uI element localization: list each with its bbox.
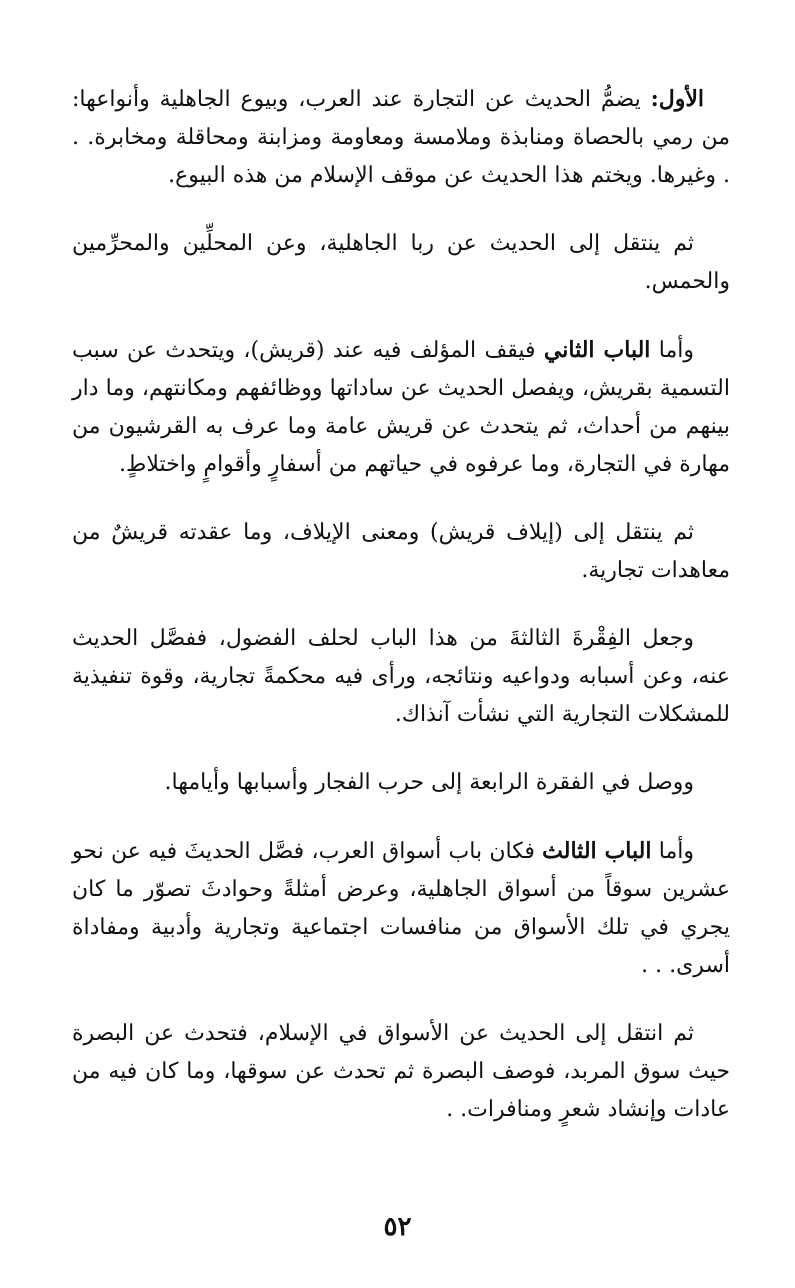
- paragraph-4: [72, 514, 730, 590]
- paragraph-1-text: يضمُّ الحديث عن التجارة عند العرب، وبيوع الجاهلية وأنواعها: من رمي بالحصاة ومنابذة وملامسة ومعاومة ومزابنة ومحاقلة ومخابرة. . . وغيرها. ويختم هذا الحديث عن موقف الإسلام من هذه البيوع.: [72, 87, 730, 188]
- paragraph-4-text: ثم ينتقل إلى (إيلاف قريش) ومعنى الإيلاف، وما عقدته قريشٌ من معاهدات تجارية.: [72, 520, 730, 583]
- page-body: [72, 80, 730, 1159]
- paragraph-5-text: وجعل الفِقْرةَ الثالثةَ من هذا الباب لحلف الفضول، ففصَّل الحديث عنه، وعن أسبابه ودواعيه ونتائجه، ورأى فيه محكمةً تجارية، وقوة تنفيذية للمشكلات التجارية التي نشأت آنذاك.: [72, 626, 730, 727]
- paragraph-5: [72, 620, 730, 734]
- paragraph-6-text: ووصل في الفقرة الرابعة إلى حرب الفجار وأسبابها وأيامها.: [164, 770, 694, 795]
- page-number: ٥٢: [383, 1212, 412, 1242]
- paragraph-7: [72, 832, 730, 985]
- paragraph-8-text: ثم انتقل إلى الحديث عن الأسواق في الإسلام، فتحدث عن البصرة حيث سوق المربد، فوصف البصرة ثم تحدث عن سوقها، وما كان فيه من عادات وإنشاد شعرٍ ومنافرات. .: [72, 1021, 730, 1122]
- paragraph-2: [72, 225, 730, 301]
- paragraph-1: [72, 80, 730, 195]
- paragraph-1-lead: الأول:: [650, 86, 704, 112]
- paragraph-3-lead: الباب الثاني: [543, 337, 651, 363]
- paragraph-3-pre: وأما: [658, 338, 694, 363]
- paragraph-8: [72, 1015, 730, 1129]
- paragraph-6: [72, 764, 730, 802]
- paragraph-7-text: فكان باب أسواق العرب، فصَّل الحديثَ فيه عن نحو عشرين سوقاً من أسواق الجاهلية، وعرض أمثلةً وحوادثَ تصوّر ما كان يجري في تلك الأسواق من منافسات اجتماعية وتجارية وأدبية ومفاداة أسرى. . .: [72, 839, 730, 978]
- paragraph-2-text: ثم ينتقل إلى الحديث عن ربا الجاهلية، وعن المحلِّين والمحرِّمين والحمس.: [72, 231, 730, 294]
- paragraph-7-lead: الباب الثالث: [542, 838, 652, 864]
- paragraph-7-pre: وأما: [658, 839, 694, 864]
- paragraph-3-text: فيقف المؤلف فيه عند (قريش)، ويتحدث عن سبب التسمية بقريش، ويفصل الحديث عن ساداتها ووظائفهم ومكانتهم، وما دار بينهم من أحداث، ثم يتحدث عن قريش عامة وما عرف به القرشيون من مهارة في التجارة، وما عرفوه في حياتهم من أسفارٍ وأقوامٍ واختلاطٍ.: [72, 338, 730, 477]
- paragraph-3: [72, 331, 730, 484]
